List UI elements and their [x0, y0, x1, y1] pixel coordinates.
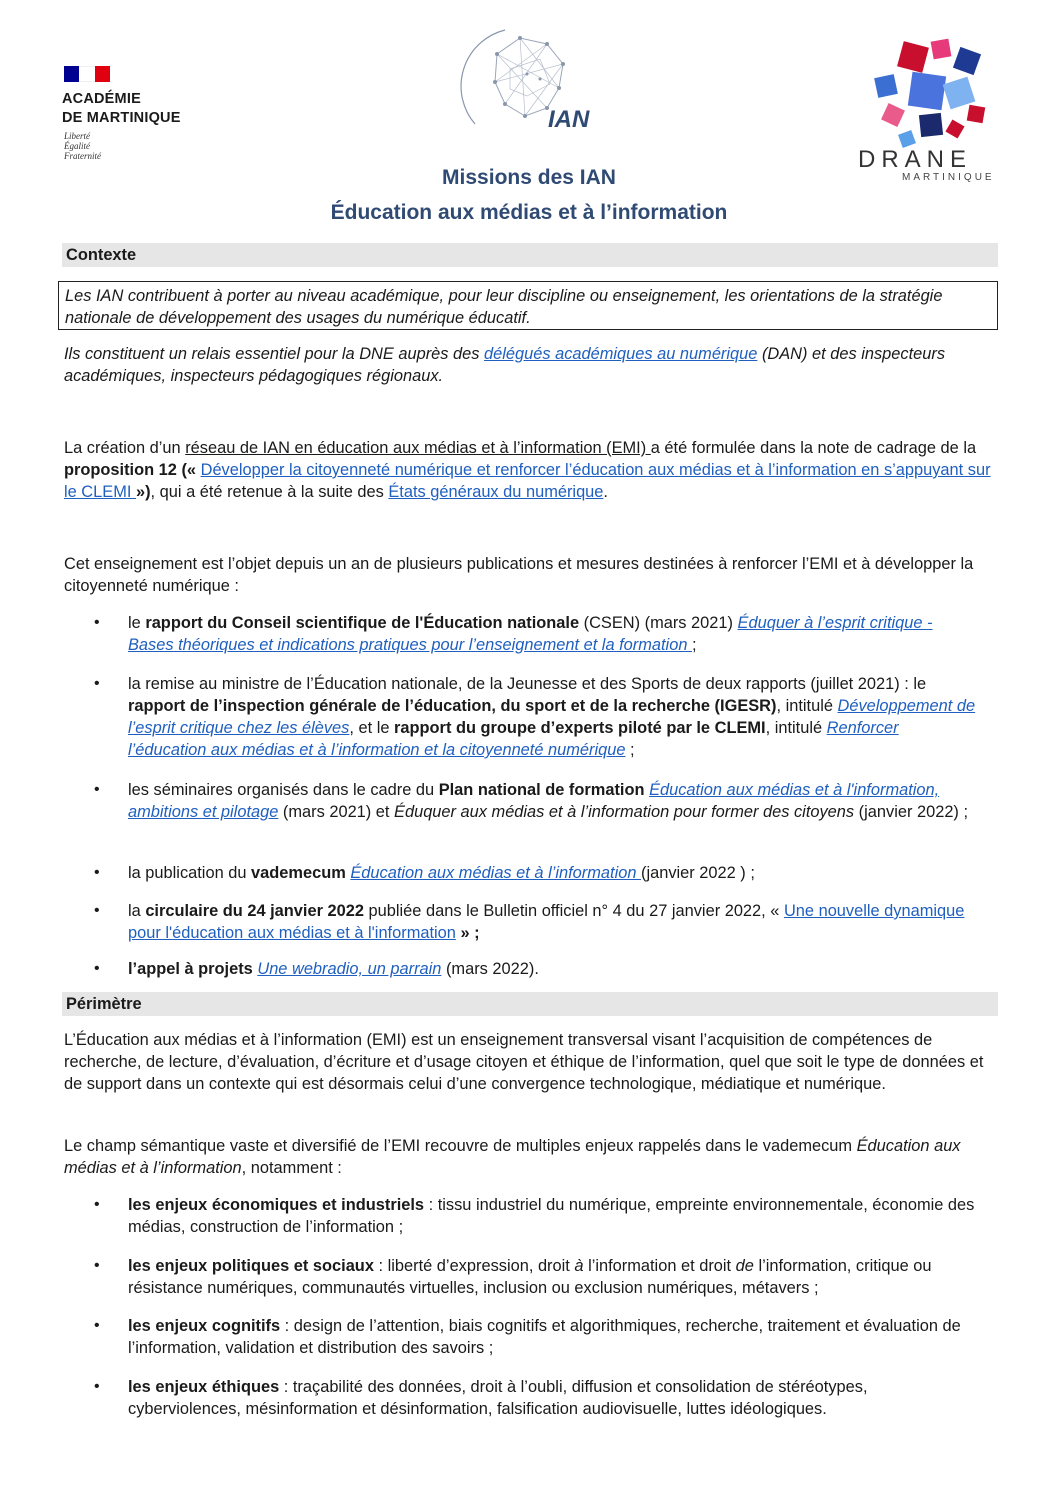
- bullet-icon: •: [94, 781, 100, 798]
- link-developpement-esprit-critique[interactable]: Développement de l’esprit critique chez les élèves: [128, 697, 976, 737]
- marianne-flag-logo: [64, 66, 110, 82]
- link-etats-generaux[interactable]: États généraux du numérique: [388, 483, 604, 501]
- devise-egalite: Égalité: [64, 141, 90, 151]
- academie-line1: ACADÉMIE: [62, 91, 141, 107]
- bullet-icon: •: [94, 614, 100, 631]
- devise-fraternite: Fraternité: [64, 151, 101, 161]
- document-subtitle: Éducation aux médias et à l’information: [330, 201, 728, 224]
- devise: [64, 131, 101, 161]
- link-proposition-12[interactable]: Développer la citoyenneté numérique et renforcer l’éducation aux médias et à l’information en s’appuyant sur le CLEMI: [64, 461, 991, 501]
- drane-logo-text: DRANE: [858, 146, 973, 173]
- section-heading-contexte: Contexte: [62, 243, 998, 267]
- perimetre-paragraph-1: L’Éducation aux médias et à l’information (EMI) est un enseignement transversal visant l’acquisition de compétences de recherche, de lecture, d’évaluation, d’écriture et d’usage citoyen et éthique de l’information, quel que soit le type de données et de support dans un contexte qui est désormais celui d’une convergence technologique, médiatique et numérique.: [64, 1031, 984, 1093]
- academie-line2: DE MARTINIQUE: [62, 110, 181, 126]
- devise-liberte: Liberté: [64, 131, 90, 141]
- document-title: Missions des IAN: [442, 166, 616, 189]
- perimetre-paragraph-2: Le champ sémantique vaste et diversifié de l’EMI recouvre de multiples enjeux rappelés dans le vademecum Éducation aux médias et à l’information, notamment :: [64, 1137, 961, 1177]
- link-eduquer-esprit-critique[interactable]: Éduquer à l’esprit critique - Bases théoriques et indications pratiques pour l’enseignement et la formation: [128, 614, 933, 654]
- drane-logo-subtext: MARTINIQUE: [902, 172, 995, 183]
- link-webradio-parrain[interactable]: Une webradio, un parrain: [257, 960, 442, 978]
- link-emi-ambitions-pilotage[interactable]: Éducation aux médias et à l'information, ambitions et pilotage: [128, 781, 940, 821]
- bullet-icon: •: [94, 902, 100, 919]
- enseignement-intro-paragraph: Cet enseignement est l’objet depuis un an de plusieurs publications et mesures destinées à renforcer l’EMI et à développer la citoyenneté numérique :: [64, 555, 974, 595]
- link-renforcer-emi[interactable]: Renforcer l’éducation aux médias et à l’information et la citoyenneté numérique: [128, 719, 899, 759]
- bullet-icon: •: [94, 864, 100, 881]
- bullet-icon: •: [94, 675, 100, 692]
- bullet-icon: •: [94, 960, 100, 977]
- section-heading-perimetre: Périmètre: [62, 992, 998, 1016]
- link-nouvelle-dynamique-emi[interactable]: Une nouvelle dynamique pour l'éducation aux médias et à l'information: [128, 902, 965, 942]
- reseau-ian-underline: réseau de IAN en éducation aux médias et à l’information (EMI): [185, 439, 651, 457]
- link-delegues-academiques[interactable]: délégués académiques au numérique: [484, 345, 758, 363]
- bullet-icon: •: [94, 1257, 100, 1274]
- bullet-icon: •: [94, 1317, 100, 1334]
- ian-logo-text: IAN: [548, 106, 590, 133]
- bullet-icon: •: [94, 1196, 100, 1213]
- creation-paragraph: La création d’un réseau de IAN en éducation aux médias et à l’information (EMI) a été formulée dans la note de cadrage de la proposition 12 (« Développer la citoyenneté numérique et renforcer l’éducation aux médias et à l’information en s’appuyant sur le CLEMI »), qui a été retenue à la suite des États généraux du numérique.: [64, 439, 991, 501]
- academie-logo-text: [62, 90, 181, 128]
- contexte-framed-paragraph: Les IAN contribuent à porter au niveau académique, pour leur discipline ou enseignement, les orientations de la stratégie nationale de développement des usages du numérique éducatif.: [58, 281, 998, 330]
- bullet-icon: •: [94, 1378, 100, 1395]
- relais-paragraph: Ils constituent un relais essentiel pour la DNE auprès des délégués académiques au numérique (DAN) et des inspecteurs académiques, inspecteurs pédagogiques régionaux.: [64, 345, 946, 385]
- ian-network-logo: [455, 24, 615, 144]
- link-vademecum-emi[interactable]: Éducation aux médias et à l’information: [350, 864, 641, 882]
